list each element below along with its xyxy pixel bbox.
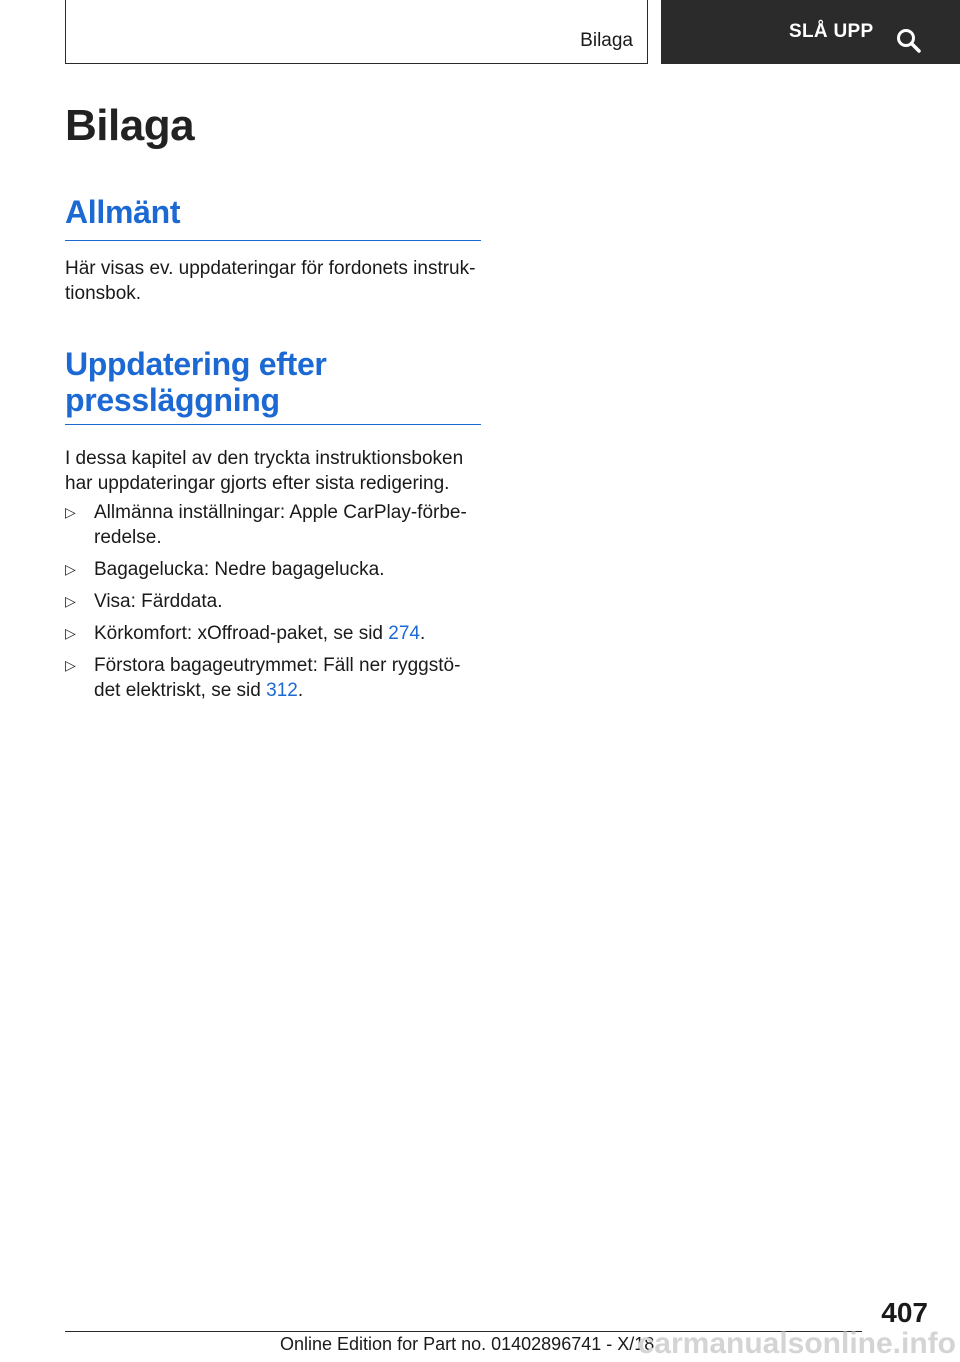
list-item-text: Allmänna inställningar: Apple CarPlay-förbe-redelse. <box>94 502 467 548</box>
search-icon <box>896 28 922 54</box>
section-heading-line2: pressläggning <box>65 382 280 418</box>
search-label: SLÅ UPP <box>789 21 874 42</box>
triangle-bullet-icon: ▷ <box>65 504 76 520</box>
page-number: 407 <box>881 1297 928 1328</box>
breadcrumb[interactable]: Bilaga <box>580 30 633 51</box>
section-text-uppdatering: I dessa kapitel av den tryckta instruktionsboken har uppdateringar gjorts efter sista redigering. <box>65 448 464 494</box>
list-item <box>65 500 481 550</box>
list-item-text: Visa: Färddata. <box>94 591 223 612</box>
page-link-312[interactable]: 312 <box>266 680 298 701</box>
section-heading-allmant: Allmänt <box>65 194 481 241</box>
list-item <box>65 621 481 646</box>
triangle-bullet-icon: ▷ <box>65 625 76 641</box>
header-bar <box>65 0 648 64</box>
list-item-text: Förstora bagageutrymmet: Fäll ner ryggstö-det elektriskt, se sid <box>94 655 461 701</box>
page-title: Bilaga <box>65 101 195 150</box>
list-item-text: Bagagelucka: Nedre bagagelucka. <box>94 559 385 580</box>
triangle-bullet-icon: ▷ <box>65 657 76 673</box>
footer-edition: Online Edition for Part no. 01402896741 - X/18 <box>280 1334 655 1354</box>
page-content <box>65 96 481 701</box>
watermark: carmanualsonline.info <box>637 1327 956 1360</box>
search-button[interactable] <box>661 0 960 64</box>
section-heading-line1: Uppdatering efter <box>65 346 327 382</box>
list-item-text: Körkomfort: xOffroad-paket, se sid <box>94 623 389 644</box>
page-link-274[interactable]: 274 <box>388 623 420 644</box>
update-list <box>65 500 481 710</box>
section-heading-uppdatering <box>65 346 481 425</box>
triangle-bullet-icon: ▷ <box>65 561 76 577</box>
list-item <box>65 589 481 614</box>
list-item <box>65 653 481 703</box>
list-item <box>65 557 481 582</box>
list-item-suffix: . <box>419 623 426 644</box>
list-item-suffix: . <box>297 680 304 701</box>
triangle-bullet-icon: ▷ <box>65 593 76 609</box>
section-text-allmant: Här visas ev. uppdateringar för fordonets instruk-tionsbok. <box>65 258 476 304</box>
